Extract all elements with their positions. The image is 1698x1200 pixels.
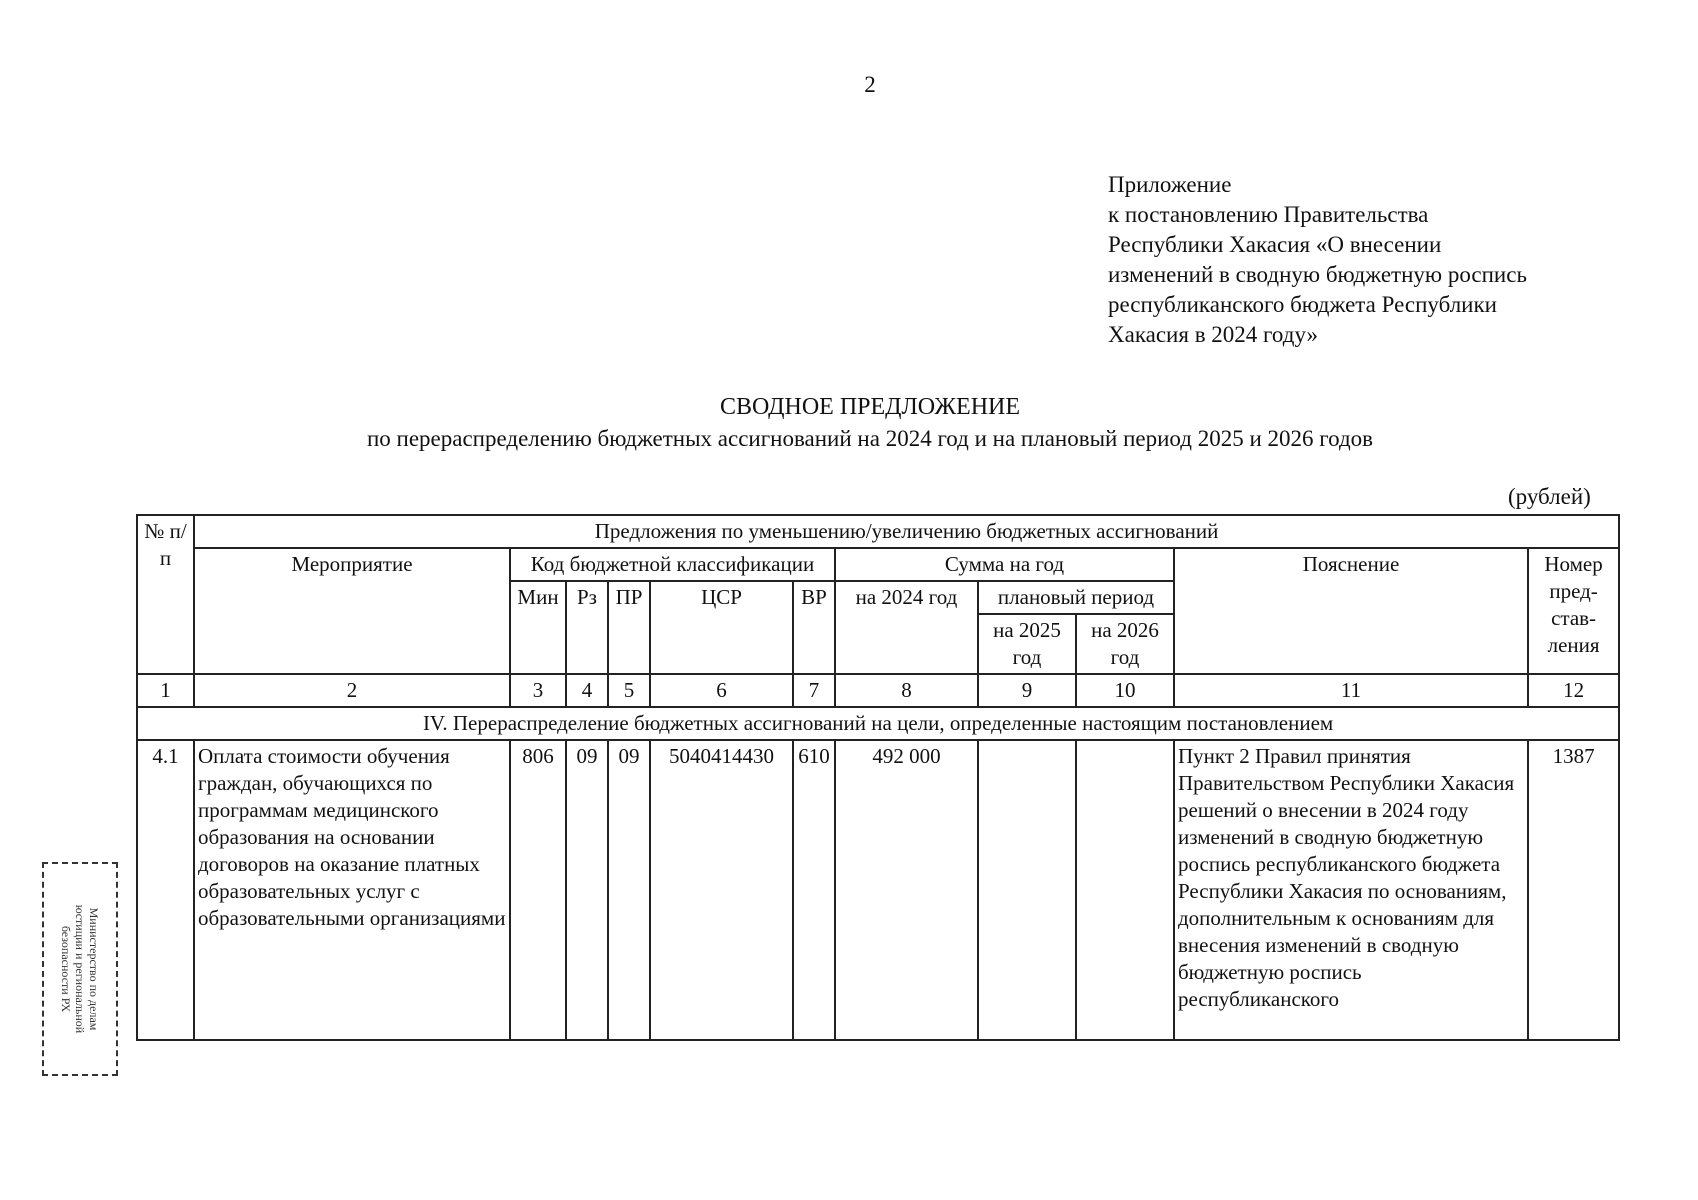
appendix-line: Хакасия в 2024 году» xyxy=(1108,322,1319,347)
row-sum-2024: 492 000 xyxy=(835,740,978,1040)
header-2025: на 2025 год xyxy=(978,614,1076,674)
stamp-line: безопасности РХ xyxy=(59,925,73,1013)
column-number: 6 xyxy=(650,674,793,707)
row-explanation: Пункт 2 Правил принятия Правительством Республики Хакасия решений о внесении в 2024 году изменений в сводную бюджетную роспись республиканского бюджета Республики Хакасия по основаниям, дополнительным к основаниям для внесения изменений в сводную бюджетную роспись республиканского xyxy=(1174,740,1528,1040)
column-number: 1 xyxy=(137,674,194,707)
header-submission-number: Номер пред-став-ления xyxy=(1528,548,1619,674)
header-code: Код бюджетной классификации xyxy=(510,548,835,581)
stamp-line: юстиции и региональной xyxy=(73,904,87,1034)
row-vr: 610 xyxy=(793,740,835,1040)
table-row xyxy=(137,740,1619,1040)
header-pr: ПР xyxy=(608,581,650,674)
row-rz: 09 xyxy=(566,740,608,1040)
stamp-line: Министерство по делам xyxy=(87,907,101,1031)
column-number: 7 xyxy=(793,674,835,707)
column-number: 3 xyxy=(510,674,566,707)
row-sum-2025 xyxy=(978,740,1076,1040)
document-title: СВОДНОЕ ПРЕДЛОЖЕНИЕ xyxy=(719,394,1021,420)
header-group: Предложения по уменьшению/увеличению бюджетных ассигнований xyxy=(194,515,1619,548)
column-number: 5 xyxy=(608,674,650,707)
stamp-text xyxy=(59,869,101,1069)
header-2026: на 2026 год xyxy=(1076,614,1174,674)
column-number: 9 xyxy=(978,674,1076,707)
header-explanation: Пояснение xyxy=(1174,548,1528,674)
column-number: 2 xyxy=(194,674,510,707)
header-vr: ВР xyxy=(793,581,835,674)
row-num: 4.1 xyxy=(137,740,194,1040)
column-number: 12 xyxy=(1528,674,1619,707)
appendix-line: изменений в сводную бюджетную роспись xyxy=(1108,262,1527,287)
column-number: 11 xyxy=(1174,674,1528,707)
header-rz: Рз xyxy=(566,581,608,674)
unit-label: (рублей) xyxy=(1508,484,1591,509)
row-pr: 09 xyxy=(608,740,650,1040)
header-2024: на 2024 год xyxy=(835,581,978,674)
column-number: 4 xyxy=(566,674,608,707)
section-title: IV. Перераспределение бюджетных ассигнований на цели, определенные настоящим постановлением xyxy=(137,707,1619,740)
section-row xyxy=(137,707,1619,740)
column-number: 8 xyxy=(835,674,978,707)
column-number-row xyxy=(137,674,1619,707)
document-subtitle: по перераспределению бюджетных ассигнований на 2024 год и на плановый период 2025 и 2026 годов xyxy=(366,426,1374,451)
header-num: № п/п xyxy=(137,515,194,674)
appendix-line: Приложение xyxy=(1108,172,1232,197)
appendix-line: к постановлению Правительства xyxy=(1108,202,1429,227)
row-sum-2026 xyxy=(1076,740,1174,1040)
page-number: 2 xyxy=(864,72,876,97)
header-sum: Сумма на год xyxy=(835,548,1174,581)
row-min: 806 xyxy=(510,740,566,1040)
appendix-block xyxy=(1108,170,1527,350)
row-submission-number: 1387 xyxy=(1528,740,1619,1040)
header-min: Мин xyxy=(510,581,566,674)
header-csr: ЦСР xyxy=(650,581,793,674)
header-planned-period: плановый период xyxy=(978,581,1174,614)
appendix-line: республиканского бюджета Республики xyxy=(1108,292,1497,317)
appendix-line: Республики Хакасия «О внесении xyxy=(1108,232,1442,257)
registration-stamp xyxy=(42,862,118,1076)
row-csr: 5040414430 xyxy=(650,740,793,1040)
column-number: 10 xyxy=(1076,674,1174,707)
header-measure: Мероприятие xyxy=(194,548,510,674)
row-measure: Оплата стоимости обучения граждан, обучающихся по программам медицинского образования на основании договоров на оказание платных образовательных услуг с образовательными организациями xyxy=(194,740,510,1040)
budget-table xyxy=(136,514,1620,1041)
